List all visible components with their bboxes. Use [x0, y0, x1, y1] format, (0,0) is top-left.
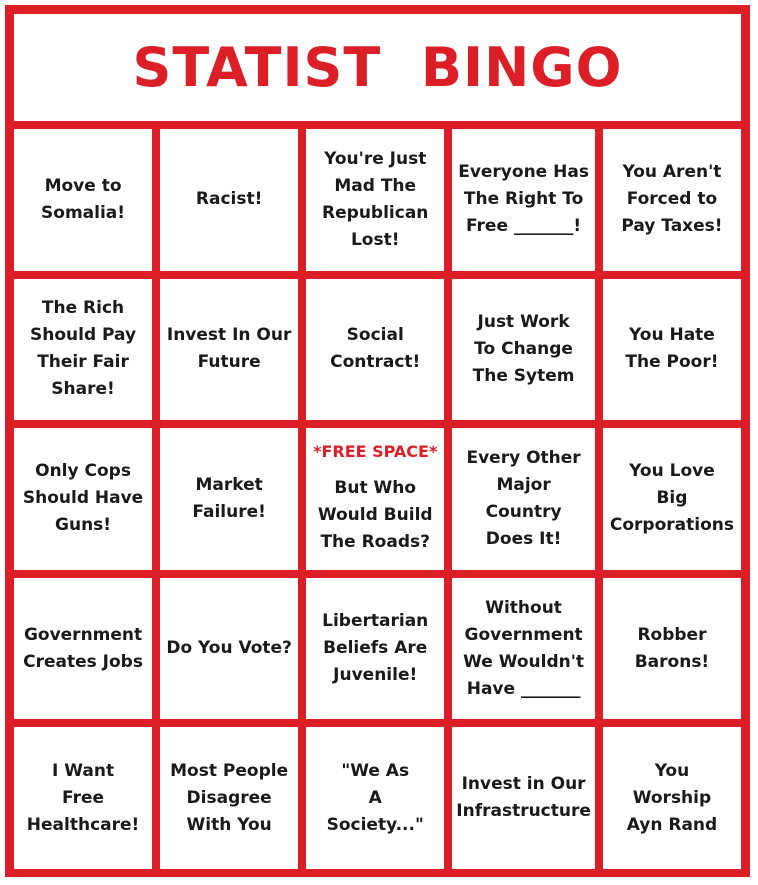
- bingo-cell-r1c1: Move to Somalia!: [14, 129, 152, 271]
- bingo-cell-r2c3: Social Contract!: [306, 279, 444, 421]
- bingo-cell-r5c2: Most People Disagree With You: [160, 727, 298, 869]
- bingo-cell-r4c4: Without Government We Wouldn't Have _______: [452, 578, 595, 720]
- bingo-grid: [14, 129, 741, 869]
- bingo-cell-r4c5: Robber Barons!: [603, 578, 741, 720]
- bingo-cell-r3c5: You Love Big Corporations: [603, 428, 741, 570]
- bingo-cell-r1c3: You're Just Mad The Republican Lost!: [306, 129, 444, 271]
- bingo-cell-r2c4: Just Work To Change The Sytem: [452, 279, 595, 421]
- bingo-cell-r1c4: Everyone Has The Right To Free _______!: [452, 129, 595, 271]
- bingo-cell-r2c5: You Hate The Poor!: [603, 279, 741, 421]
- bingo-cell-r4c2: Do You Vote?: [160, 578, 298, 720]
- free-space-label: *FREE SPACE*: [313, 442, 438, 462]
- bingo-cell-r4c3: Libertarian Beliefs Are Juvenile!: [306, 578, 444, 720]
- bingo-cell-r2c2: Invest In Our Future: [160, 279, 298, 421]
- bingo-cell-r4c1: Government Creates Jobs: [14, 578, 152, 720]
- free-space-cell: [306, 428, 444, 570]
- free-space-text: But Who Would Build The Roads?: [317, 478, 433, 553]
- bingo-cell-r2c1: The Rich Should Pay Their Fair Share!: [14, 279, 152, 421]
- bingo-cell-r5c4: Invest in Our Infrastructure: [452, 727, 595, 869]
- bingo-cell-r1c2: Racist!: [160, 129, 298, 271]
- title-banner: [14, 14, 741, 121]
- bingo-cell-r5c1: I Want Free Healthcare!: [14, 727, 152, 869]
- bingo-cell-r3c2: Market Failure!: [160, 428, 298, 570]
- bingo-cell-r3c1: Only Cops Should Have Guns!: [14, 428, 152, 570]
- bingo-board: [5, 5, 750, 877]
- bingo-cell-r5c3: "We As A Society...": [306, 727, 444, 869]
- page-title: STATIST BINGO: [132, 36, 623, 99]
- bingo-cell-r5c5: You Worship Ayn Rand: [603, 727, 741, 869]
- bingo-cell-r1c5: You Aren't Forced to Pay Taxes!: [603, 129, 741, 271]
- bingo-cell-r3c4: Every Other Major Country Does It!: [452, 428, 595, 570]
